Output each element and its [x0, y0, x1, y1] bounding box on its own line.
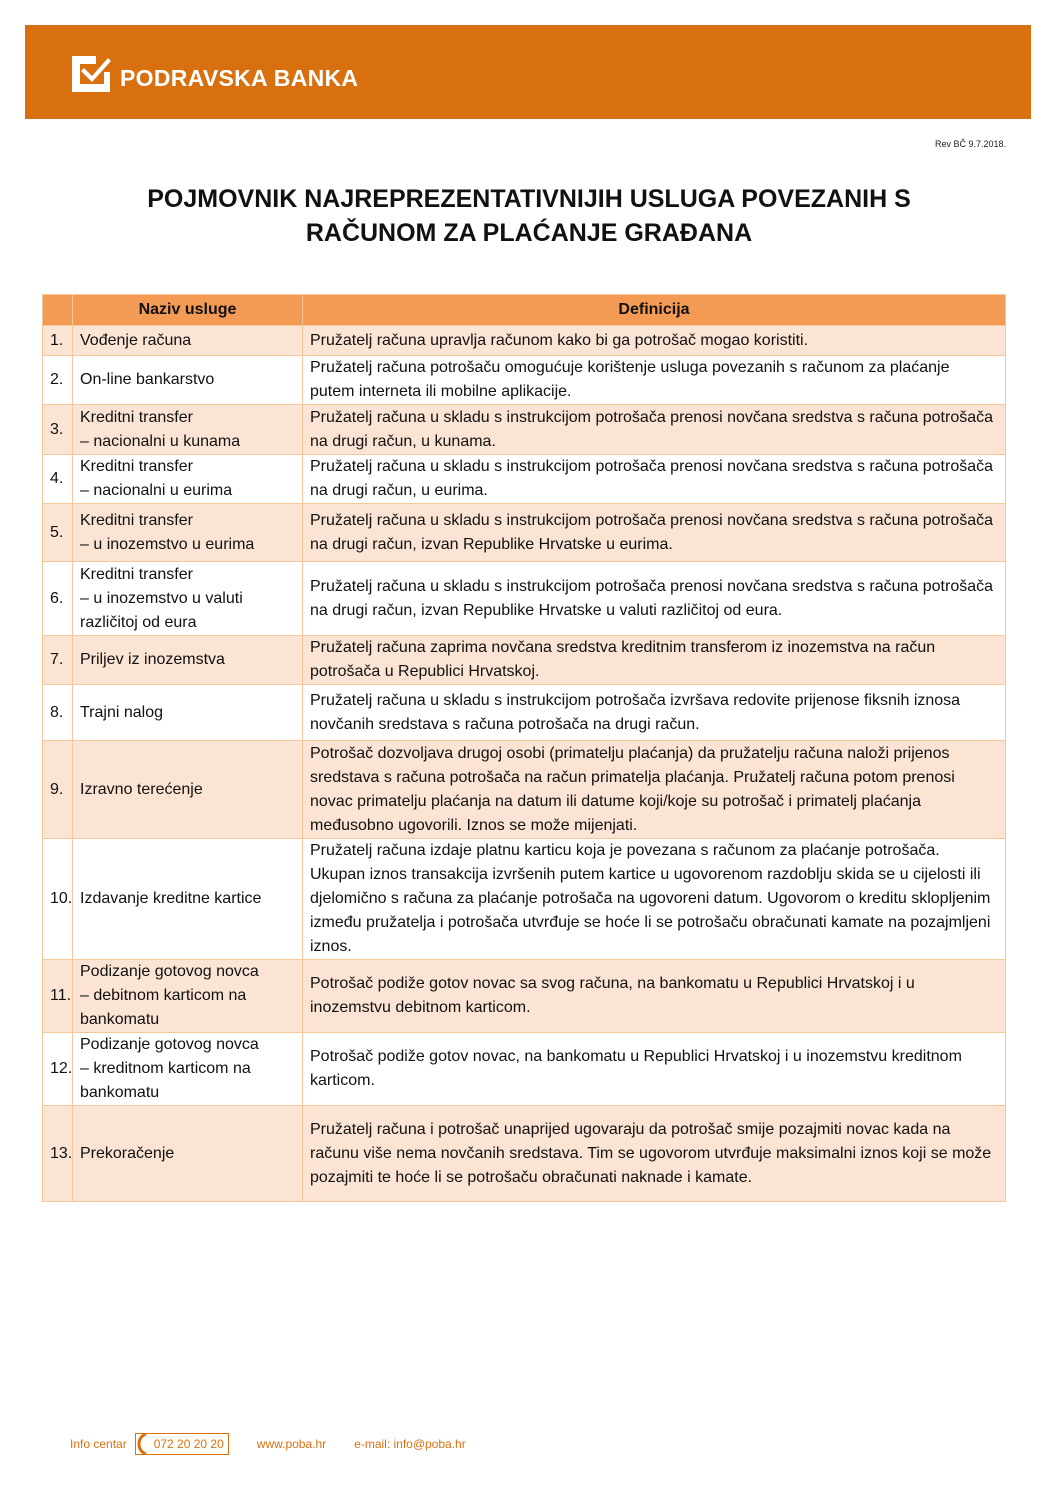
table-header-row	[43, 295, 1006, 326]
row-number: 10.	[43, 839, 73, 960]
row-definition: Pružatelj računa u skladu s instrukcijom potrošača prenosi novčana sredstva s računa potrošača na drugi račun, izvan Republike Hrvatske u eurima.	[303, 504, 1006, 562]
row-number: 3.	[43, 405, 73, 455]
row-service-name: Podizanje gotovog novca – debitnom karticom na bankomatu	[73, 960, 303, 1033]
row-service-name: Trajni nalog	[73, 685, 303, 741]
row-service-name: Kreditni transfer – nacionalni u eurima	[73, 455, 303, 504]
row-service-name: Priljev iz inozemstva	[73, 636, 303, 685]
table-row	[43, 960, 1006, 1033]
row-service-name: Podizanje gotovog novca – kreditnom karticom na bankomatu	[73, 1033, 303, 1106]
footer-email-link[interactable]: e-mail: info@poba.hr	[354, 1437, 466, 1451]
bank-name: PODRAVSKA BANKA	[120, 64, 359, 91]
table-row	[43, 504, 1006, 562]
row-service-name: Kreditni transfer – u inozemstvo u eurima	[73, 504, 303, 562]
row-definition: Pružatelj računa u skladu s instrukcijom potrošača izvršava redovite prijenose fiksnih iznosa novčanih sredstava s računa potrošača na drugi račun.	[303, 685, 1006, 741]
column-header-number	[43, 295, 73, 326]
row-definition: Pružatelj računa izdaje platnu karticu koja je povezana s računom za plaćanje potrošača. Ukupan iznos transakcija izvršenih putem kartice u ugovorenom razdoblju skida se u cijelosti ili djelomično s računa za plaćanje potrošača na ugovoreni datum. Ugovorom o kreditu sklopljenim između pružatelja i potrošača utvrđuje se hoće li se potrošaču obračunati kamate na pozajmljeni iznos.	[303, 839, 1006, 960]
row-definition: Pružatelj računa potrošaču omogućuje korištenje usluga povezanih s računom za plaćanje putem interneta ili mobilne aplikacije.	[303, 356, 1006, 405]
table-row	[43, 839, 1006, 960]
revision-label: Rev BČ 9.7.2018.	[934, 139, 1006, 149]
footer-phone-number: 072 20 20 20	[153, 1437, 224, 1451]
row-number: 12.	[43, 1033, 73, 1106]
footer-info-label: Info centar	[70, 1437, 127, 1451]
row-number: 8.	[43, 685, 73, 741]
table-row	[43, 356, 1006, 405]
row-number: 9.	[43, 741, 73, 839]
services-glossary-table	[42, 294, 1006, 1202]
table-row	[43, 1033, 1006, 1106]
row-service-name: Izdavanje kreditne kartice	[73, 839, 303, 960]
page-title	[0, 182, 1058, 250]
row-definition: Pružatelj računa u skladu s instrukcijom potrošača prenosi novčana sredstva s računa potrošača na drugi račun, u eurima.	[303, 455, 1006, 504]
row-number: 13.	[43, 1106, 73, 1202]
column-header-service-name: Naziv usluge	[73, 295, 303, 326]
row-number: 4.	[43, 455, 73, 504]
row-number: 6.	[43, 562, 73, 636]
footer	[70, 1433, 466, 1455]
row-service-name: Vođenje računa	[73, 326, 303, 356]
podravska-banka-logo-icon	[70, 54, 112, 94]
table-row	[43, 636, 1006, 685]
phone-icon	[136, 1433, 150, 1455]
row-definition: Pružatelj računa u skladu s instrukcijom potrošača prenosi novčana sredstva s računa potrošača na drugi račun, u kunama.	[303, 405, 1006, 455]
row-service-name: Prekoračenje	[73, 1106, 303, 1202]
table-row	[43, 326, 1006, 356]
row-definition: Pružatelj računa zaprima novčana sredstva kreditnim transferom iz inozemstva na račun potrošača u Republici Hrvatskoj.	[303, 636, 1006, 685]
title-line-2: RAČUNOM ZA PLAĆANJE GRAĐANA	[305, 219, 753, 247]
row-number: 1.	[43, 326, 73, 356]
column-header-definition: Definicija	[303, 295, 1006, 326]
table-row	[43, 562, 1006, 636]
row-definition: Pružatelj računa i potrošač unaprijed ugovaraju da potrošač smije pozajmiti novac kada na računu više nema novčanih sredstava. Tim se ugovorom utvrđuje maksimalni iznos koji se može pozajmiti te hoće li se potrošaču obračunati naknade i kamate.	[303, 1106, 1006, 1202]
row-definition: Potrošač podiže gotov novac sa svog računa, na bankomatu u Republici Hrvatskoj i u inozemstvu debitnom karticom.	[303, 960, 1006, 1033]
row-definition: Pružatelj računa upravlja računom kako bi ga potrošač mogao koristiti.	[303, 326, 1006, 356]
row-definition: Pružatelj računa u skladu s instrukcijom potrošača prenosi novčana sredstva s računa potrošača na drugi račun, izvan Republike Hrvatske u valuti različitoj od eura.	[303, 562, 1006, 636]
row-service-name: Kreditni transfer – u inozemstvo u valuti različitoj od eura	[73, 562, 303, 636]
table-row	[43, 455, 1006, 504]
row-service-name: On-line bankarstvo	[73, 356, 303, 405]
row-number: 11.	[43, 960, 73, 1033]
table-row	[43, 1106, 1006, 1202]
row-definition: Potrošač podiže gotov novac, na bankomatu u Republici Hrvatskoj i u inozemstvu kreditnom karticom.	[303, 1033, 1006, 1106]
footer-phone-box[interactable]	[135, 1433, 229, 1455]
row-number: 7.	[43, 636, 73, 685]
table-row	[43, 741, 1006, 839]
title-line-1: POJMOVNIK NAJREPREZENTATIVNIJIH USLUGA POVEZANIH S	[147, 185, 911, 213]
bank-logo	[70, 54, 358, 94]
table-row	[43, 685, 1006, 741]
row-number: 5.	[43, 504, 73, 562]
table-row	[43, 405, 1006, 455]
footer-website-link[interactable]: www.poba.hr	[256, 1437, 327, 1451]
row-number: 2.	[43, 356, 73, 405]
row-service-name: Izravno terećenje	[73, 741, 303, 839]
row-service-name: Kreditni transfer – nacionalni u kunama	[73, 405, 303, 455]
row-definition: Potrošač dozvoljava drugoj osobi (primatelju plaćanja) da pružatelju računa naloži prijenos sredstava s računa potrošača na račun primatelja plaćanja. Pružatelj računa potom prenosi novac primatelju plaćanja na datum ili datume koji/koje su potrošač i primatelj plaćanja međusobno ugovorili. Iznos se može mijenjati.	[303, 741, 1006, 839]
